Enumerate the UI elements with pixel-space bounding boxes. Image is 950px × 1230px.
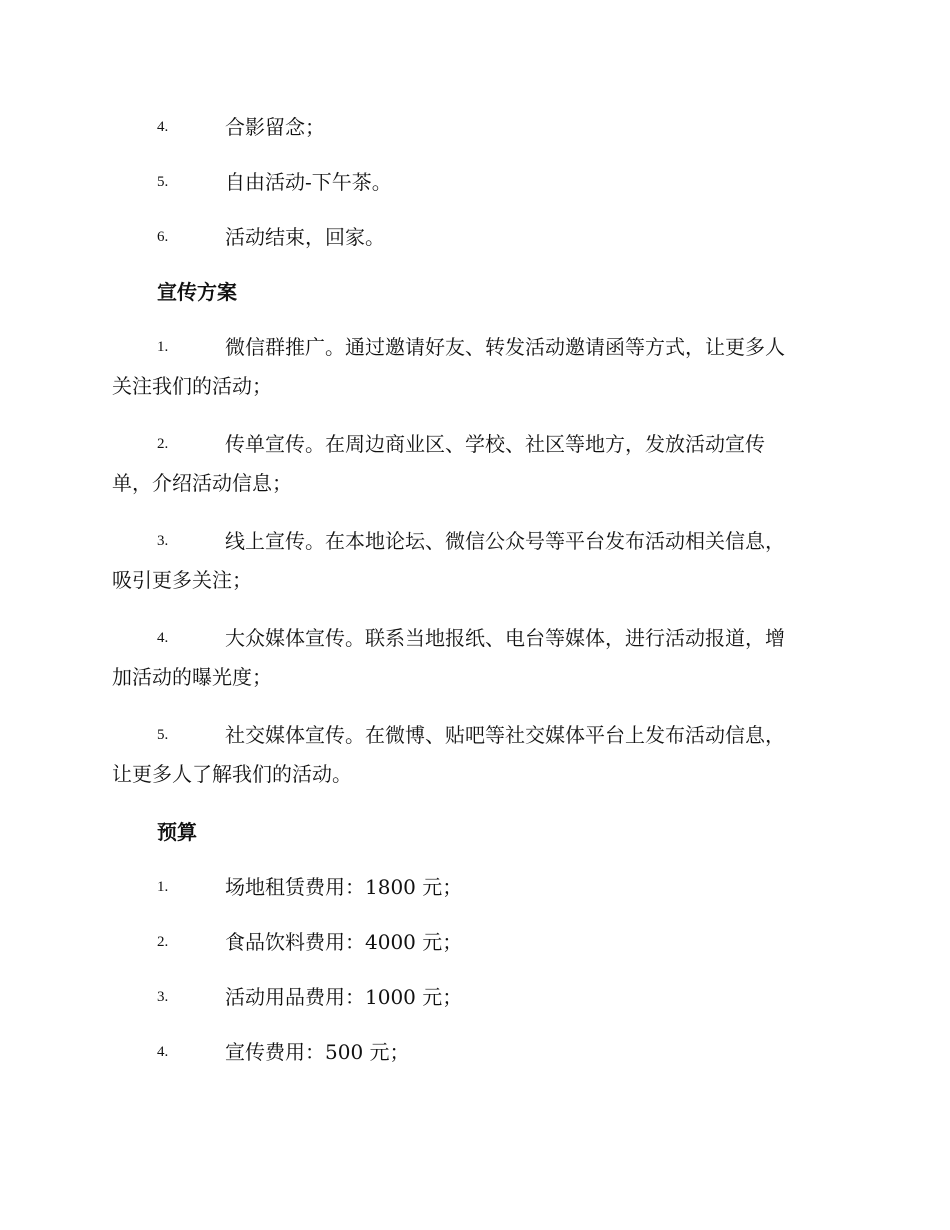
- list-text: 场地租赁费用：1800 元；: [225, 875, 463, 899]
- list-number: 1.: [157, 339, 169, 355]
- list-text: 合影留念；: [225, 115, 325, 139]
- list-number: 1.: [157, 879, 169, 895]
- section-heading-promotion: 宣传方案: [157, 280, 237, 304]
- list-text-continuation: 关注我们的活动；: [112, 374, 272, 398]
- list-text: 传单宣传。在周边商业区、学校、社区等地方，发放活动宣传: [225, 432, 765, 456]
- list-text: 微信群推广。通过邀请好友、转发活动邀请函等方式，让更多人: [225, 335, 785, 359]
- list-text-continuation: 单，介绍活动信息；: [112, 471, 292, 495]
- section-heading-budget: 预算: [157, 820, 197, 844]
- list-text: 自由活动-下午茶。: [225, 170, 392, 194]
- list-text: 社交媒体宣传。在微博、贴吧等社交媒体平台上发布活动信息，: [225, 723, 785, 747]
- list-number: 6.: [157, 229, 169, 245]
- list-number: 4.: [157, 119, 169, 135]
- list-number: 4.: [157, 1044, 169, 1060]
- list-text: 活动用品费用：1000 元；: [225, 985, 463, 1009]
- list-text: 线上宣传。在本地论坛、微信公众号等平台发布活动相关信息，: [225, 529, 785, 553]
- list-text-continuation: 加活动的曝光度；: [112, 665, 272, 689]
- list-number: 2.: [157, 934, 169, 950]
- list-text: 食品饮料费用：4000 元；: [225, 930, 463, 954]
- list-number: 5.: [157, 727, 169, 743]
- list-number: 4.: [157, 630, 169, 646]
- list-text: 活动结束，回家。: [225, 225, 385, 249]
- list-number: 5.: [157, 174, 169, 190]
- list-text: 大众媒体宣传。联系当地报纸、电台等媒体，进行活动报道，增: [225, 626, 785, 650]
- list-number: 3.: [157, 533, 169, 549]
- list-number: 3.: [157, 989, 169, 1005]
- list-text-continuation: 让更多人了解我们的活动。: [112, 762, 352, 786]
- list-text-continuation: 吸引更多关注；: [112, 568, 252, 592]
- list-text: 宣传费用：500 元；: [225, 1040, 410, 1064]
- list-number: 2.: [157, 436, 169, 452]
